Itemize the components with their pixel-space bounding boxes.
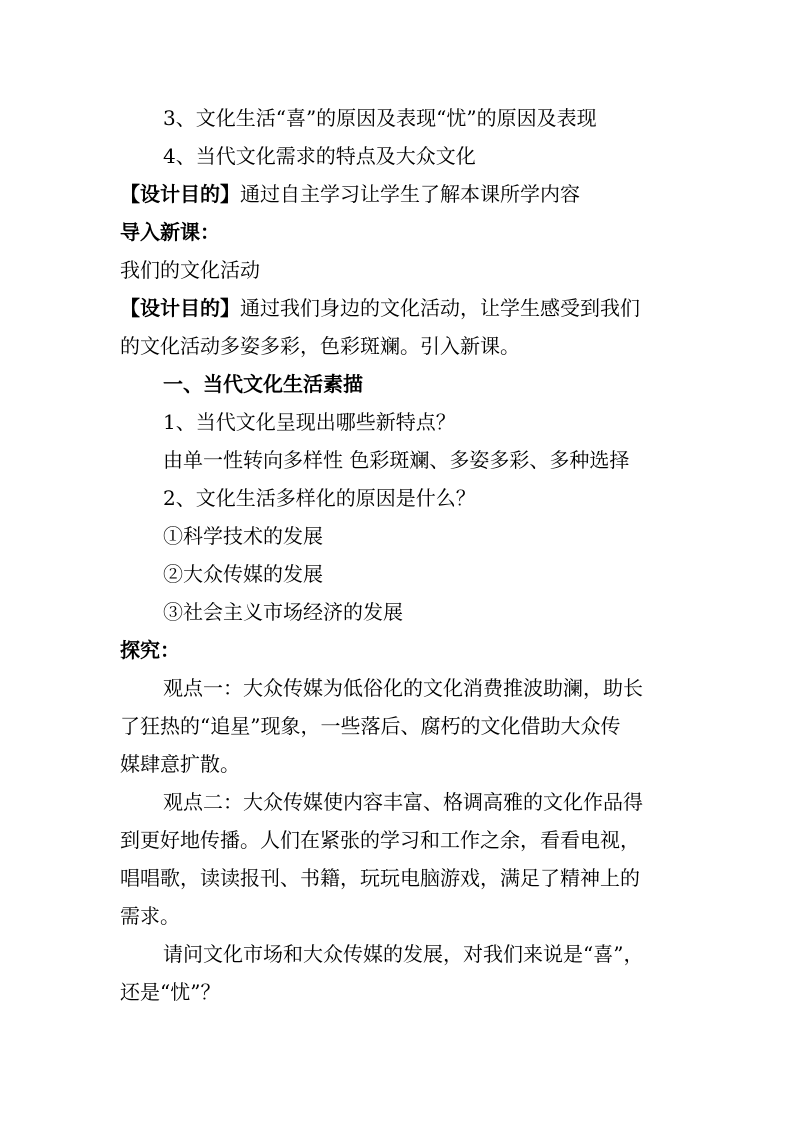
text-line: 到更好地传播。人们在紧张的学习和工作之余，看看电视， [120, 828, 640, 852]
text-line: 需求。 [120, 904, 180, 928]
section-heading: 探究： [120, 638, 180, 662]
section-heading: 一、当代文化生活素描 [163, 372, 363, 396]
text-line: ③社会主义市场经济的发展 [163, 600, 403, 624]
text-line [120, 180, 580, 208]
text-line: 2、文化生活多样化的原因是什么？ [163, 486, 476, 510]
text-line: 了狂热的“追星”现象，一些落后、腐朽的文化借助大众传 [120, 714, 621, 738]
text-line: 唱唱歌，读读报刊、书籍，玩玩电脑游戏，满足了精神上的 [120, 866, 640, 890]
design-purpose-text: 通过我们身边的文化活动，让学生感受到我们 [240, 296, 640, 320]
text-line: 4、当代文化需求的特点及大众文化 [163, 144, 476, 168]
text-line: 由单一性转向多样性 色彩斑斓、多姿多彩、多种选择 [163, 448, 630, 472]
text-line: 我们的文化活动 [120, 258, 260, 282]
design-purpose-label: 【设计目的】 [120, 296, 240, 320]
text-line: 请问文化市场和大众传媒的发展，对我们来说是“喜”， [163, 942, 644, 966]
text-line: ①科学技术的发展 [163, 524, 323, 548]
design-purpose-text: 通过自主学习让学生了解本课所学内容 [240, 182, 580, 206]
text-line: 还是“忧”？ [120, 980, 221, 1004]
design-purpose-label: 【设计目的】 [120, 182, 240, 206]
text-line: ②大众传媒的发展 [163, 562, 323, 586]
text-line: 媒肆意扩散。 [120, 752, 240, 776]
text-line [120, 294, 640, 322]
text-line: 3、文化生活“喜”的原因及表现“忧”的原因及表现 [163, 106, 597, 130]
text-line: 的文化活动多姿多彩，色彩斑斓。引入新课。 [120, 334, 520, 358]
text-line: 1、当代文化呈现出哪些新特点？ [163, 410, 456, 434]
text-line: 观点一：大众传媒为低俗化的文化消费推波助澜，助长 [163, 676, 643, 700]
section-heading: 导入新课： [120, 220, 220, 244]
text-line: 观点二：大众传媒使内容丰富、格调高雅的文化作品得 [163, 790, 643, 814]
